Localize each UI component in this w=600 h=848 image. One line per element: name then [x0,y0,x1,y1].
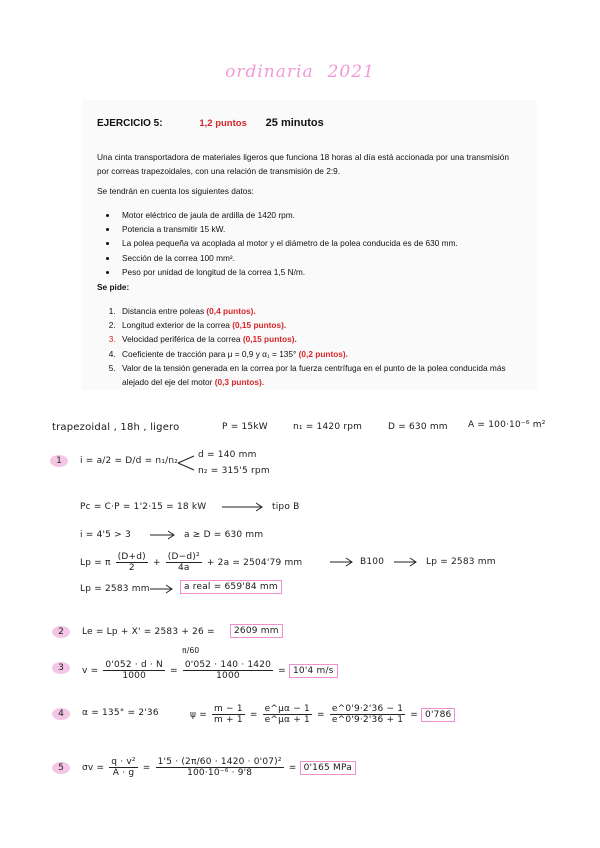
s3-v: v = [82,666,99,676]
step-number-1: 1 [50,455,68,467]
ask-points: (0,15 puntos). [232,320,287,331]
s3-eq: v = $\frac{0'052 \cdot d \cdot N}{1000}$ = $\frac{0'052 \cdot 140 \cdot 1420}{1000}$ = 10'4 m/s [82,660,338,681]
list-item [118,332,510,346]
s1-tipo: tipo B [272,502,300,512]
s1-lp-result: Lp = 2583 mm [426,557,496,567]
list-item [118,304,510,318]
data-list [98,208,528,279]
list-item [118,361,510,389]
data-intro: Se tendrán en cuenta los siguientes datos: [97,186,254,196]
ask-text: Longitud exterior de la correa [122,320,233,331]
lp-num-2: (D−d)² [167,552,200,562]
s5-result: 0'165 MPa [300,761,356,775]
list-item [118,318,510,332]
asks-label: Se pide: [97,282,130,292]
list-item: • Potencia a transmitir 15 kW. [118,222,528,236]
s3-den-2: 1000 [216,671,240,681]
s1-ratio: i = a/2 = D/d = n₁/n₂ [80,456,179,466]
ask-points: (0,2 puntos). [298,348,348,359]
s1-lp-final: Lp = 2583 mm [80,584,150,594]
exercise-header [97,117,324,129]
list-item: • La polea pequeña va acoplada al motor y el diámetro de la polea conducida es de 630 mm. [118,236,528,250]
arrow-icon [150,530,180,540]
s4-frac-3 [330,704,405,725]
asks-list [96,304,510,389]
note-header-speed: n₁ = 1420 rpm [293,422,363,432]
ask-points: (0,4 puntos). [206,306,256,316]
s4-alpha: α = 135° = 2'36 [82,708,159,718]
lp-rest: + 2a = 2504'79 mm [206,558,303,568]
arrow-icon [176,452,198,474]
title-word: ordinaria [225,62,314,82]
lp-den-1: 2 [128,563,135,573]
note-header-diameter: D = 630 mm [388,422,448,432]
s4-den-3: e^0'9·2'36 + 1 [331,715,404,725]
list-item: • Motor eléctrico de jaula de ardilla de 1420 rpm. [118,208,528,222]
ask-points: (0,15 puntos). [242,334,297,345]
arrow-icon [394,557,422,567]
step-number-3: 3 [52,662,70,674]
s1-i: i = 4'5 > 3 [80,530,131,540]
note-header-type: trapezoidal , 18h , ligero [52,422,180,433]
s5-sv: σv = [82,763,105,773]
s3-num-1: 0'052 · d · N [105,660,163,670]
s3-num-2: 0'052 · 140 · 1420 [184,660,272,670]
step-number-4: 4 [52,708,70,720]
ask-points: (0,3 puntos). [214,377,265,388]
s4-frac-2 [263,704,312,725]
step-number-2: 2 [52,626,70,638]
exercise-time: 25 minutos [265,117,324,129]
s1-b100: B100 [360,557,385,567]
s4-num-1: m − 1 [214,704,243,714]
list-item: • Sección de la correa 100 mm². [118,251,528,265]
ask-text: Coeficiente de tracción para μ = 0,9 y α₁ = 135° [122,348,299,359]
arrow-icon [150,584,178,594]
s1-lp: Lp = π $\frac{(D+d)}{2}$ + $\frac{\text{(D−d)²}}{4a}$ + 2a = 2504'79 mm [80,552,303,573]
statement-intro: Una cinta transportadora de materiales ligeros que funciona 18 horas al día está accionada por una transmisión por correas trapezoidales, con una relación de transmisión de 2:9. [97,152,509,176]
s3-note: π/60 [182,646,200,655]
s4-num-3: e^0'9·2'36 − 1 [331,704,404,714]
s1-areal-result: a real = 659'84 mm [180,580,282,594]
exercise-points: 1,2 puntos [199,118,247,129]
s4-psi: ψ = [190,710,207,720]
title-year: 2021 [327,62,375,82]
s4-frac-1 [212,704,245,725]
list-item [118,347,510,361]
page-title [0,62,600,82]
lp-num-1: (D+d) [117,552,146,562]
s5-num-2: 1'5 · (2π/60 · 1420 · 0'07)² [157,757,282,767]
s5-frac-2 [156,757,284,778]
ask-text: Velocidad periférica de la correa [122,334,243,345]
ask-text: Valor de la tensión generada en la correa por la fuerza centrífuga en el punto de la polea conducida más alejado del eje del motor [122,362,506,388]
s4-den-1: m + 1 [214,715,243,725]
s5-num-1: q · v² [111,757,136,767]
lp-frac-1 [116,552,148,573]
s2-result: 2609 mm [230,624,283,638]
s3-den-1: 1000 [122,671,147,681]
arrow-icon [330,557,358,567]
s3-frac-2 [183,660,273,681]
step-number-5: 5 [52,762,70,774]
s2-eq: Le = Lp + X' = 2583 + 26 = [82,627,215,637]
s4-num-2: e^μα − 1 [264,704,310,714]
ask-text: Distancia entre poleas [122,306,207,316]
lp-frac-2 [166,552,202,573]
s4-result: 0'786 [421,708,455,722]
lp-den-2: 4a [177,563,190,573]
s5-den-1: A · g [112,768,135,778]
s3-frac-1 [103,660,165,681]
s1-a: a ≥ D = 630 mm [184,530,264,540]
arrow-icon [222,502,268,512]
s1-d: d = 140 mm [198,450,257,460]
s4-eq: ψ = $\frac{m - 1}{m + 1}$ = $\frac{e\^{}\mu\alpha - 1}{e\^{}\mu\alpha + 1}$ = $\frac{e\^{}0'9\cdot 2'36 - 1}{e\^{}0'9\cdot 2'36 + 1}$ = 0'786 [190,704,455,725]
list-item: • Peso por unidad de longitud de la correa 1,5 N/m. [118,265,528,279]
s1-pc: Pc = C·P = 1'2·15 = 18 kW [80,502,207,512]
note-header-power: P = 15kW [222,422,268,432]
note-header-area: A = 100·10⁻⁶ m² [468,420,546,430]
s1-n2: n₂ = 315'5 rpm [198,466,270,476]
s5-eq: σv = $\frac{\text{q · v²}}{A \cdot g}$ = $\frac{\text{1'5 · (2π/60 · 1420 · 0'07)²}}{\text{100·10⁻⁶ · 9'8}}$ = 0'165 MPa [82,757,356,778]
s4-den-2: e^μα + 1 [264,715,310,725]
exercise-label: EJERCICIO 5: [97,118,163,129]
s3-result: 10'4 m/s [289,664,338,678]
s5-den-2: 100·10⁻⁶ · 9'8 [187,768,253,778]
lp-lhs: Lp = π [80,558,111,568]
s5-frac-1 [109,757,137,778]
